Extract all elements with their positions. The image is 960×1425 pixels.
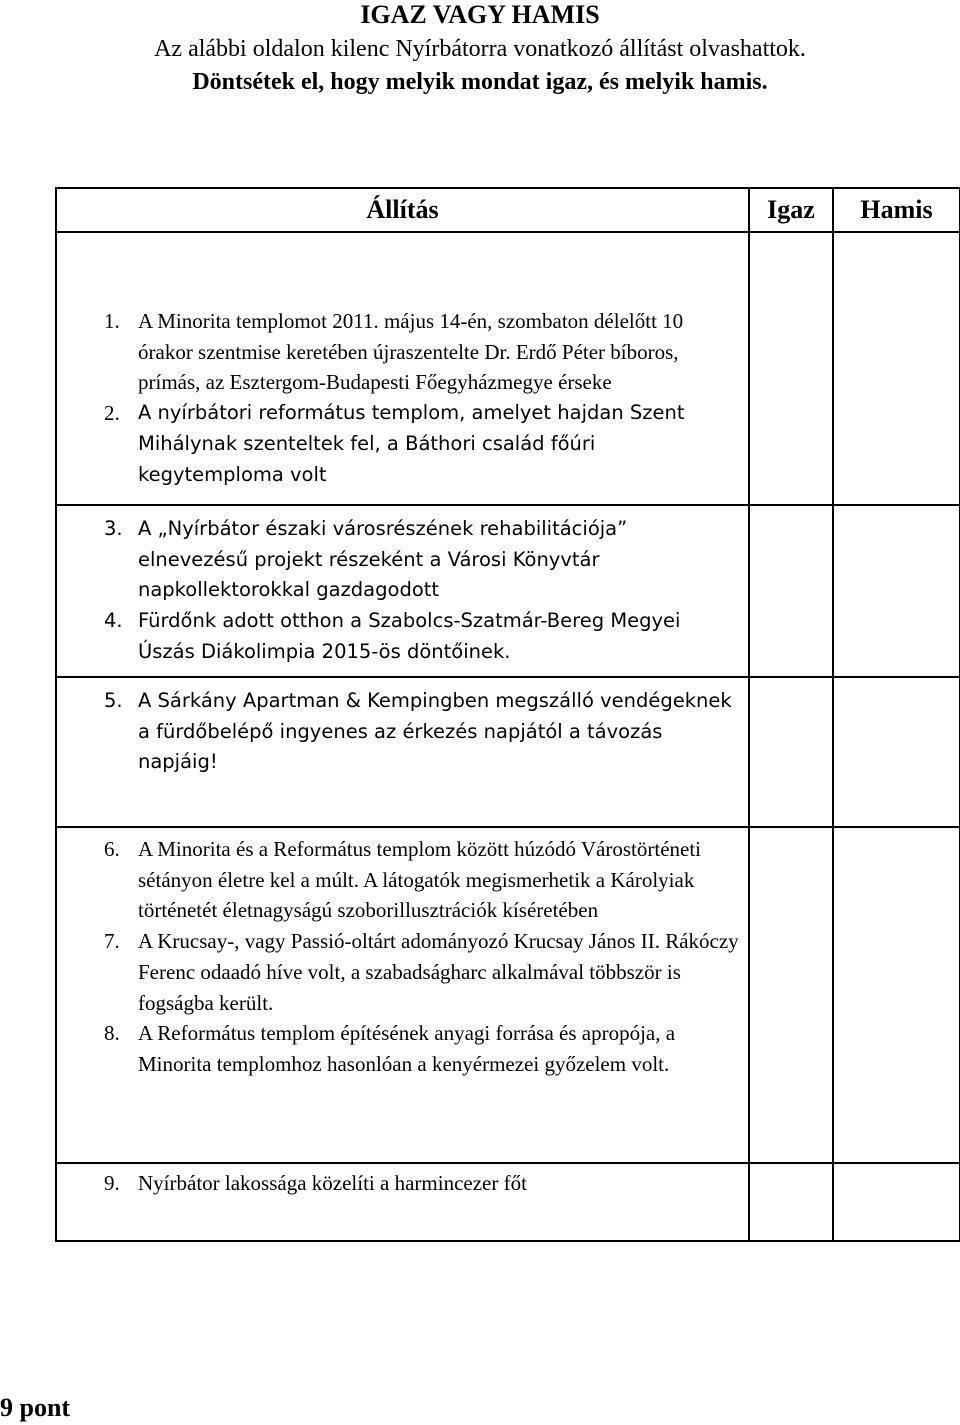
false-checkbox-cell[interactable] xyxy=(833,232,960,505)
points-label: 9 pont xyxy=(0,1393,71,1422)
table-header-row xyxy=(56,188,960,232)
true-checkbox-cell[interactable] xyxy=(749,232,833,505)
true-checkbox-cell[interactable] xyxy=(749,827,833,1163)
list-item xyxy=(104,306,748,398)
table-row xyxy=(56,232,960,505)
list-item xyxy=(104,514,748,606)
instruction-text: Döntsétek el, hogy melyik mondat igaz, és melyik hamis. xyxy=(192,69,768,95)
item-text: A Minorita templomot 2011. május 14-én, szombaton délelőtt 10 órakor szentmise keretében újraszentelte Dr. Erdő Péter bíboros, prímás, az Esztergom-Budapesti Főegyházmegye érseke xyxy=(138,309,684,395)
false-checkbox-cell[interactable] xyxy=(833,677,960,827)
item-number: 6. xyxy=(104,837,120,861)
statement-cell xyxy=(56,1163,749,1241)
statement-cell xyxy=(56,505,749,677)
list-item xyxy=(104,686,748,778)
page-title: IGAZ VAGY HAMIS xyxy=(360,0,600,29)
false-column-header: Hamis xyxy=(833,188,960,232)
list-item xyxy=(104,1168,748,1199)
item-text: A Református templom építésének anyagi forrása és apropója, a Minorita templomhoz hasonlóan a kenyérmezei győzelem volt. xyxy=(138,1021,676,1076)
item-number: 9. xyxy=(104,1171,120,1195)
item-text: Fürdőnk adott otthon a Szabolcs-Szatmár-Bereg Megyei Úszás Diákolimpia 2015-ös döntőinek. xyxy=(138,609,681,663)
table-row xyxy=(56,1163,960,1241)
true-checkbox-cell[interactable] xyxy=(749,505,833,677)
false-checkbox-cell[interactable] xyxy=(833,827,960,1163)
statements-table xyxy=(55,187,960,1242)
list-item xyxy=(104,398,748,490)
true-column-header: Igaz xyxy=(749,188,833,232)
list-item xyxy=(104,606,748,667)
statement-cell xyxy=(56,827,749,1163)
item-text: A Krucsay-, vagy Passió-oltárt adományozó Krucsay János II. Rákóczy Ferenc odaadó híve volt, a szabadságharc alkalmával többször is fogságba került. xyxy=(138,929,739,1015)
true-checkbox-cell[interactable] xyxy=(749,1163,833,1241)
table-row xyxy=(56,677,960,827)
item-text: A „Nyírbátor északi városrészének rehabilitációja” elnevezésű projekt részeként a Városi Könyvtár napkollektorokkal gazdagodott xyxy=(138,517,628,602)
item-number: 5. xyxy=(104,689,123,712)
item-number: 4. xyxy=(104,609,123,633)
statement-column-header: Állítás xyxy=(56,188,749,232)
list-item xyxy=(104,834,748,926)
item-text: A nyírbátori református templom, amelyet hajdan Szent Mihálynak szenteltek fel, a Báthori család főúri kegytemploma volt xyxy=(138,401,685,486)
item-number: 8. xyxy=(104,1021,120,1046)
item-text: A Sárkány Apartman & Kempingben megszálló vendégeknek a fürdőbelépő ingyenes az érkezés napjától a távozás napjáig! xyxy=(138,689,732,774)
page-subtitle: Az alábbi oldalon kilenc Nyírbátorra vonatkozó állítást olvashattok. xyxy=(154,36,806,62)
list-item xyxy=(104,926,748,1018)
table-row xyxy=(56,505,960,677)
item-text: A Minorita és a Református templom között húzódó Várostörténeti sétányon életre kel a múlt. A látogatók megismerhetik a Károlyiak történetét életnagyságú szoborillusztrációk kíséretében xyxy=(138,837,702,923)
statement-cell xyxy=(56,677,749,827)
item-number: 7. xyxy=(104,929,120,954)
item-number: 3. xyxy=(104,517,123,540)
true-checkbox-cell[interactable] xyxy=(749,677,833,827)
item-text: Nyírbátor lakossága közelíti a harmincezer főt xyxy=(138,1171,527,1195)
list-item xyxy=(104,1018,748,1079)
false-checkbox-cell[interactable] xyxy=(833,505,960,677)
statement-cell xyxy=(56,232,749,505)
item-number: 1. xyxy=(104,309,120,333)
table-row xyxy=(56,827,960,1163)
item-number: 2. xyxy=(104,401,120,426)
false-checkbox-cell[interactable] xyxy=(833,1163,960,1241)
